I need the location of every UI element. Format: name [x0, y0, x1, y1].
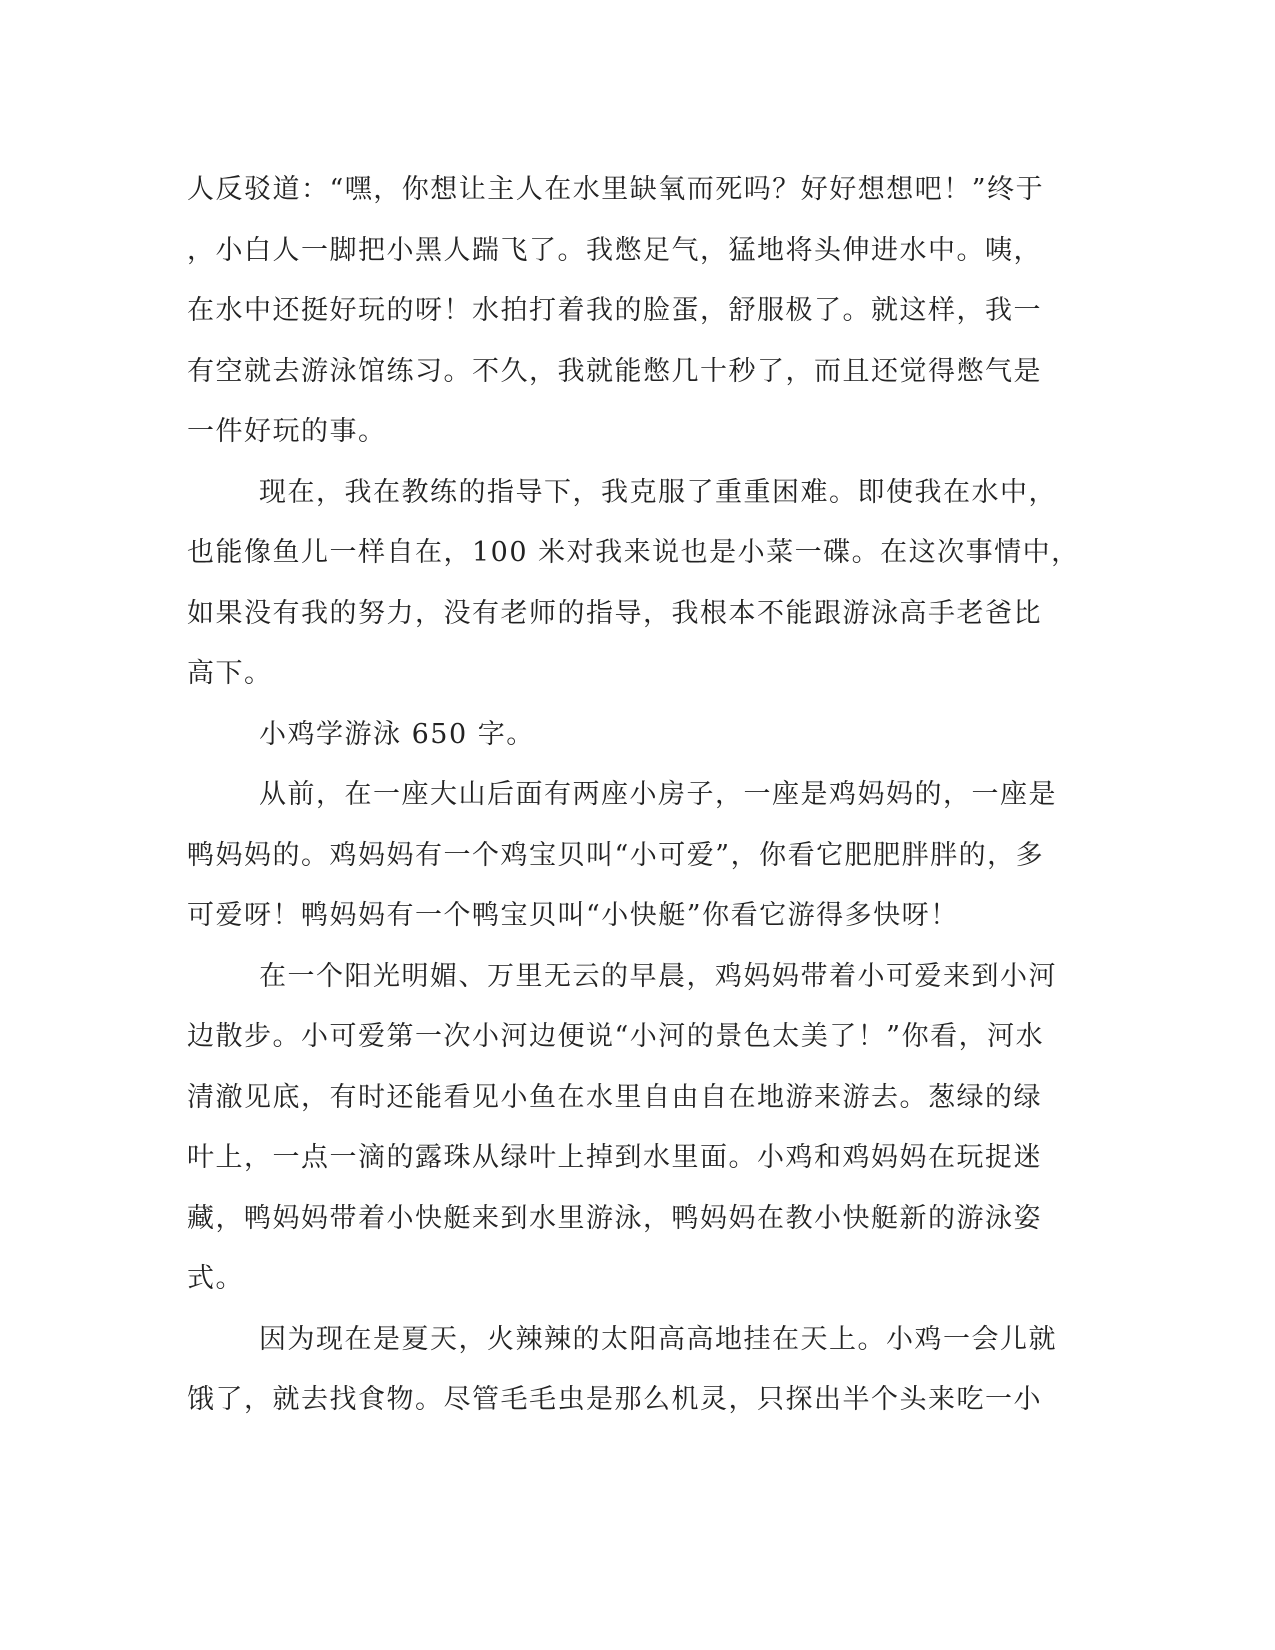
document-body	[187, 160, 1080, 1431]
text-line: 式。	[187, 1263, 244, 1294]
text-line: 人反驳道：“嘿，你想让主人在水里缺氧而死吗？好好想想吧！”终于	[187, 174, 1045, 205]
text-line: 在一个阳光明媚、万里无云的早晨，鸡妈妈带着小可爱来到小河	[259, 960, 1057, 992]
text-line: 有空就去游泳馆练习。不久，我就能憋几十秒了，而且还觉得憋气是	[187, 355, 1042, 387]
text-line: 现在，我在教练的指导下，我克服了重重困难。即使我在水中，	[259, 476, 1057, 508]
text-line: ，小白人一脚把小黑人踹飞了。我憋足气，猛地将头伸进水中。咦，	[187, 234, 1042, 266]
section-title: 小鸡学游泳 650 字。	[259, 718, 535, 750]
text-line: 清澈见底，有时还能看见小鱼在水里自由自在地游来游去。葱绿的绿	[187, 1081, 1042, 1113]
text-line: 藏，鸭妈妈带着小快艇来到水里游泳，鸭妈妈在教小快艇新的游泳姿	[187, 1202, 1042, 1234]
text-line: 叶上，一点一滴的露珠从绿叶上掉到水里面。小鸡和鸡妈妈在玩捉迷	[187, 1142, 1042, 1173]
text-line: 饿了，就去找食物。尽管毛毛虫是那么机灵，只探出半个头来吃一小	[187, 1384, 1042, 1415]
text-line: 从前，在一座大山后面有两座小房子，一座是鸡妈妈的，一座是	[259, 779, 1057, 810]
text-line: 在水中还挺好玩的呀！水拍打着我的脸蛋，舒服极了。就这样，我一	[187, 295, 1042, 326]
text-line: 高下。	[187, 658, 273, 689]
text-line: 边散步。小可爱第一次小河边便说“小河的景色太美了！”你看，河水	[187, 1021, 1045, 1052]
text-line: 也能像鱼儿一样自在，100 米对我来说也是小菜一碟。在这次事情中，	[187, 537, 1080, 568]
text-line: 因为现在是夏天，火辣辣的太阳高高地挂在天上。小鸡一会儿就	[259, 1323, 1057, 1355]
text-line: 如果没有我的努力，没有老师的指导，我根本不能跟游泳高手老爸比	[187, 597, 1042, 629]
text-line: 可爱呀！鸭妈妈有一个鸭宝贝叫“小快艇”你看它游得多快呀！	[187, 900, 959, 931]
text-line: 一件好玩的事。	[187, 416, 387, 447]
text-line: 鸭妈妈的。鸡妈妈有一个鸡宝贝叫“小可爱”，你看它肥肥胖胖的，多	[187, 839, 1045, 871]
